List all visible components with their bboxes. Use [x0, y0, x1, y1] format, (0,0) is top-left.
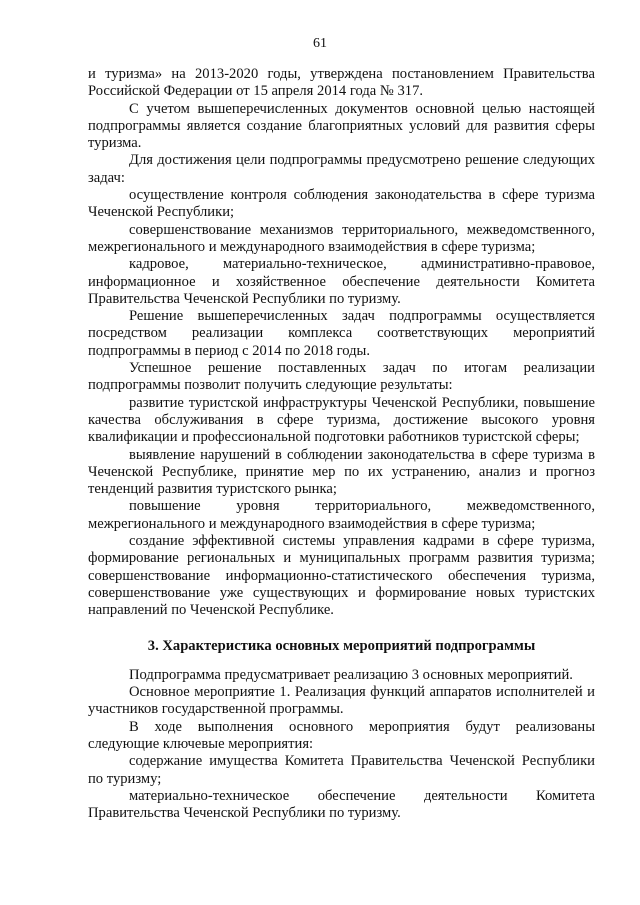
paragraph-measure-material: материально-техническое обеспечение деятельности Комитета Правительства Чеченской Республики по туризму. — [88, 787, 595, 822]
paragraph-result-management: создание эффективной системы управления кадрами в сфере туризма, формирование региональных и муниципальных программ развития туризма; совершенствование информационно-статистического обеспечения туризма, совершенствование уже существующих и формирование новых туристских направлений по Чеченской Республике. — [88, 533, 595, 619]
paragraph-result-infrastructure: развитие туристской инфраструктуры Чеченской Республики, повышение качества обслуживания в сфере туризма, достижение высокого уровня квалификации и профессиональной подготовки работников туристской сферы; — [88, 394, 595, 446]
document-body — [88, 66, 595, 822]
paragraph-result-violations: выявление нарушений в соблюдении законодательства в сфере туризма в Чеченской Республике, принятие мер по их устранению, анализ и прогноз тенденций развития туристского рынка; — [88, 446, 595, 498]
paragraph-main-measure-1: Основное мероприятие 1. Реализация функций аппаратов исполнителей и участников государственной программы. — [88, 684, 595, 718]
paragraph-task-support: кадровое, материально-техническое, административно-правовое, информационное и хозяйственное обеспечение деятельности Комитета Правительства Чеченской Республики по туризму. — [88, 256, 595, 307]
paragraph-implementation-period: Решение вышеперечисленных задач подпрограммы осуществляется посредством реализации комплекса соответствующих мероприятий подпрограммы в период с 2014 по 2018 годы. — [88, 308, 595, 359]
paragraph-results-intro: Успешное решение поставленных задач по итогам реализации подпрограммы позволит получить следующие результаты: — [88, 360, 595, 394]
paragraph-key-measures-intro: В ходе выполнения основного мероприятия будут реализованы следующие ключевые мероприятия: — [88, 718, 595, 752]
paragraph-goal: С учетом вышеперечисленных документов основной целью настоящей подпрограммы является создание благоприятных условий для развития сферы туризма. — [88, 100, 595, 152]
paragraph-measures-count: Подпрограмма предусматривает реализацию 3 основных мероприятий. — [129, 666, 573, 683]
paragraph-measure-property: содержание имущества Комитета Правительства Чеченской Республики по туризму; — [88, 753, 595, 787]
paragraph-result-interaction: повышение уровня территориального, межведомственного, межрегионального и международного взаимодействия в сфере туризма; — [88, 498, 595, 532]
paragraph-tasks-intro: Для достижения цели подпрограммы предусмотрено решение следующих задач: — [88, 152, 595, 186]
section-heading: 3. Характеристика основных мероприятий подпрограммы — [147, 637, 536, 654]
paragraph-task-control: осуществление контроля соблюдения законодательства в сфере туризма Чеченской Республики; — [88, 187, 595, 221]
paragraph-task-interaction: совершенствование механизмов территориального, межведомственного, межрегионального и международного взаимодействия в сфере туризма; — [88, 221, 595, 255]
paragraph-continuation: и туризма» на 2013-2020 годы, утверждена постановлением Правительства Российской Федерации от 15 апреля 2014 года № 317. — [88, 66, 595, 100]
page-number: 61 — [313, 36, 327, 51]
